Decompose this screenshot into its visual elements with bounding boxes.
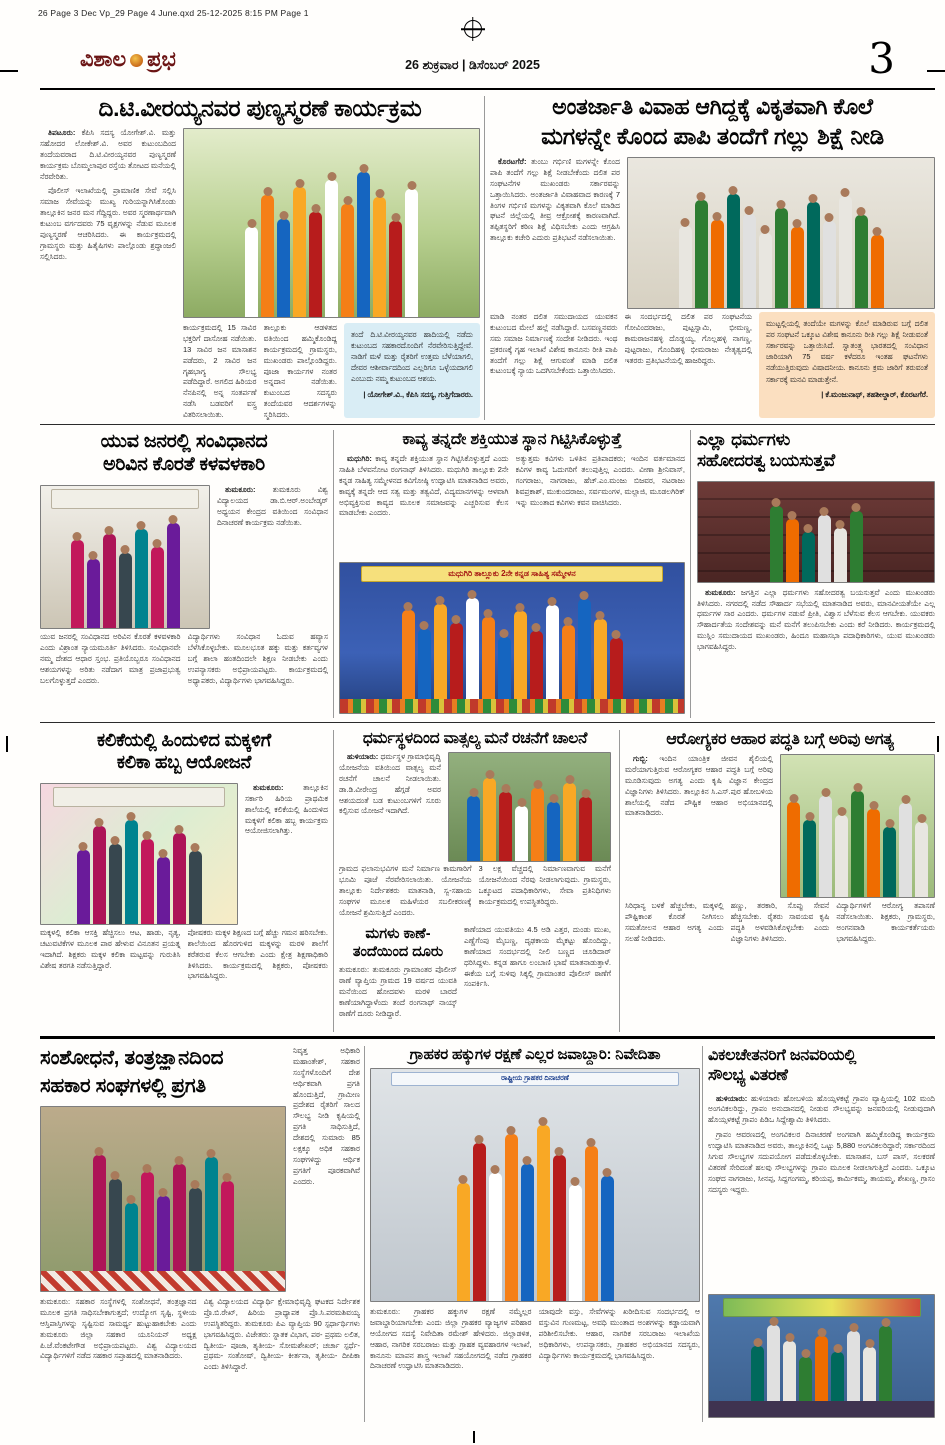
column-rule — [702, 1046, 703, 1422]
quote-text: ಮುಟ್ಟಲ್ಲಿಯಲ್ಲಿ ತಂದೆಯೇ ಮಗಳನ್ನು ಕೊಲೆ ಮಾಡಿರುವ ಬಗ್ಗೆ ದಲಿತ ಪರ ಸಂಘಟನೆ ಒಕ್ಕೂಟ ವಿಶೇಷ ಕಾನೂನು ರೀತಿ ಗಲ್ಲು ಶಿಕ್ಷೆ ನೀಡುವಂತೆ ಸರ್ಕಾರವನ್ನು ಒತ್ತಾಯಿಸಿದೆ. ಸ್ವಾತಂತ್ರ್ಯ ಭಾರತದಲ್ಲಿ ಸಂವಿಧಾನ ಜಾರಿಯಾಗಿ 75 ವರ್ಷ ಕಳೆದರೂ ಇಂತಹ ಘಟನೆಗಳು ನಡೆಯುತ್ತಿರುವುದು ವಿಷಾದನೀಯ. ಕಾನೂನು ಕ್ರಮ ಜಾರಿಗೆ ತರುವಂತೆ ಸರ್ಕಾರಕ್ಕೆ ಮನವಿ ಮಾಡುತ್ತೇನೆ. — [766, 319, 928, 384]
article-body: ಅತ್ಯುತ್ತಮ ಕವಿಗಳು ಒಳಿತಿನ ಪ್ರತಿಪಾದಕರು; ಇಂದಿನ ವರ್ತಮಾನದ ಕವಿಗಳ ಕಾವ್ಯ ಓದುಗರಿಗೆ ತಲುಪುತ್ತಿಲ್ಲ ಎಂದರು. ವೀಣಾ ಶ್ರೀನಿವಾಸ್, ಗಂಗರಾಜು, ನಾಗರಾಜು, ಹೆಚ್.ಎಂ.ಮಂಜು ಬಿಜವರ, ನಟರಾಜು ಶಿವಪ್ರಕಾಶ್, ಮುಕುಂದರಾಜು, ಸರ್ವಮಂಗಳ, ಮಲ್ಲಾಜಿ, ಮೂಡಲಗಿರಿಕ್ ಇನ್ನು ಮುಂತಾದ ಕವಿಗಳು ಕವನ ವಾಚಿಸಿದರು. — [515, 454, 685, 507]
article-body: ಯುವ ಜನರಲ್ಲಿ ಸಂವಿಧಾನದ ಅರಿವಿನ ಕೊರತೆ ಕಳವಳಕಾರಿ ಎಂದು ವಿಶ್ರಾಂತ ನ್ಯಾಯಮೂರ್ತಿ ತಿಳಿಸಿದರು. ಸಂವಿಧಾನವೇ ನಮ್ಮ ದೇಶದ ಆಧಾರ ಸ್ತಂಭ. ಪ್ರತಿಯೊಬ್ಬರೂ ಸಂವಿಧಾನದ ಆಶಯಗಳನ್ನು ಅರಿತು ನಡೆದಾಗ ಮಾತ್ರ ಪ್ರಜಾಪ್ರಭುತ್ವ ಬಲಗೊಳ್ಳುತ್ತದೆ ಎಂದರು. — [40, 632, 181, 685]
sapling-event-photo — [40, 485, 210, 629]
article-body: ಈ ಸಂದರ್ಭದಲ್ಲಿ ದಲಿತ ಪರ ಸಂಘಟನೆಯ ಗೋವಿಂದರಾಜು, ಪುಟ್ಟಸ್ವಾಮಿ, ಭೀಮಣ್ಣ, ಕಾಮರಾಜನಹಳ್ಳಿ ದೊಡ್ಡಯ್ಯ, ಗೊಲ್ಲಹಳ್ಳಿ ನಾಗಣ್ಣ, ಪುಟ್ಟರಾಜು, ಗೊಂದಿಹಳ್ಳಿ ಭೀಮರಾಜು ನೇತೃತ್ವದಲ್ಲಿ ಇತರರು ಪ್ರತಿಭಟನೆಯಲ್ಲಿ ಹಾಜರಿದ್ದರು. — [624, 312, 752, 365]
article-body: ಹುಳಿಯಾರು: ಧರ್ಮಸ್ಥಳ ಗ್ರಾಮಾಭಿವೃದ್ಧಿ ಯೋಜನೆಯ ವತಿಯಿಂದ ವಾತ್ಸಲ್ಯ ಮನೆ ರಚನೆಗೆ ಚಾಲನೆ ನೀಡಲಾಯಿತು. ಡಾ.ಡಿ.ವೀರೇಂದ್ರ ಹೆಗ್ಗಡೆ ಅವರ ಆಶಯದಂತೆ ಬಡ ಕುಟುಂಬಗಳಿಗೆ ಸೂರು ಕಲ್ಪಿಸುವ ಯೋಜನೆ ಇದಾಗಿದೆ. — [339, 752, 441, 816]
article-headline: ಅಂತರ್ಜಾತಿ ವಿವಾಹ ಆಗಿದ್ದಕ್ಕೆ ವಿಕೃತವಾಗಿ ಕೊಲೆ — [552, 94, 873, 119]
article-body: ಹಣ್ಣು, ತರಕಾರಿ, ಸೊಪ್ಪು ಸೇವನೆ ಹೆಚ್ಚಿಸಬೇಕು. ರೈತರು ಸಾವಯವ ಕೃಷಿ ಪದ್ಧತಿ ಅಳವಡಿಸಿಕೊಳ್ಳಬೇಕು ಎಂದು ವಿಜ್ಞಾನಿಗಳು ತಿಳಿಸಿದರು. — [730, 901, 830, 943]
plant-event-photo — [40, 1106, 286, 1292]
article-side-column: ನಿವೃತ್ತ ಅಧಿಕಾರಿ ಮಹಾಂತೇಶ್, ಸಹಕಾರ ಸಂಸ್ಥೆಗಳೊಂದಿಗೆ ದೇಶ ಆರ್ಥಿಕವಾಗಿ ಪ್ರಗತಿ ಹೊಂದುತ್ತಿದೆ, ಗ್ರಾಮೀಣ ಪ್ರದೇಶದ ರೈತರಿಗೆ ಸಾಲದ ಸೌಲಭ್ಯ ನೀಡಿ ಕೃಷಿಯಲ್ಲಿ ಪ್ರಗತಿ ಸಾಧಿಸುತ್ತಿದೆ, ದೇಶದಲ್ಲಿ ಸುಮಾರು 85 ಲಕ್ಷಕ್ಕೂ ಅಧಿಕ ಸಹಕಾರ ಸಂಘಗಳಿದ್ದು ಆರ್ಥಿಕ ಪ್ರಗತಿಗೆ ಪೂರಕವಾಗಿವೆ ಎಂದರು. — [293, 1046, 360, 1186]
lamp-lighting-photo — [708, 1294, 935, 1418]
column-rule — [364, 1046, 365, 1422]
column-rule — [690, 430, 691, 718]
article-headline-line2: ಕಲಿಕಾ ಹಬ್ಬ ಆಯೋಜನೆ — [116, 751, 252, 772]
quote-attribution: | ಕೆ.ಮಂಜುನಾಥ್, ತಹಶೀಲ್ದಾರ್, ಕೊರಟಗೆರೆ. — [821, 389, 928, 399]
article-brotherhood — [697, 430, 935, 718]
article-headline: ವಿಕಲಚೇತನರಿಗೆ ಜನವರಿಯಲ್ಲಿ — [708, 1047, 857, 1064]
row-rule — [40, 424, 935, 425]
logo-text-left: ವಿಶಾಲ — [80, 48, 127, 71]
quote-box — [344, 323, 480, 418]
photo-banner: ರಾಷ್ಟ್ರೀಯ ಗ್ರಾಹಕರ ದಿನಾಚರಣೆ — [391, 1072, 680, 1086]
photo-banner: ಮಧುಗಿರಿ ತಾಲ್ಲೂಕು 2ನೇ ಕನ್ನಡ ಸಾಹಿತ್ಯ ಸಮ್ಮೇಳನ — [361, 566, 664, 582]
nutrition-camp-photo — [780, 754, 935, 898]
article-headline: ದಿ.ಟಿ.ವೀರಯ್ಯನವರ ಪುಣ್ಯಸ್ಮರಣೆ ಕಾರ್ಯಕ್ರಮ — [98, 95, 422, 121]
article-body: ತುಮಕೂರು: ಜಗತ್ತಿನ ಎಲ್ಲಾ ಧರ್ಮಗಳು ಸಹೋದರತ್ವ ಬಯಸುತ್ತವೆ ಎಂದು ಮುಖಂಡರು ತಿಳಿಸಿದರು. ನಗರದಲ್ಲಿ ನಡೆದ ಸೌಹಾರ್ದ ಸಭೆಯಲ್ಲಿ ಮಾತನಾಡಿದ ಅವರು, ಮಾನವೀಯತೆಯೇ ಎಲ್ಲ ಧರ್ಮಗಳ ಸಾರ ಎಂದರು. ಧರ್ಮಗಳ ನಡುವೆ ಪ್ರೀತಿ, ವಿಶ್ವಾಸ ಬೆಳೆಸುವ ಕೆಲಸ ಆಗಬೇಕು. ಯುವಕರು ಸೌಹಾರ್ದತೆಯ ಸಂದೇಶವನ್ನು ಮನೆ ಮನೆಗೆ ತಲುಪಿಸಬೇಕು ಎಂದು ಕರೆ ನೀಡಿದರು. ಕಾರ್ಯಕ್ರಮದಲ್ಲಿ ಮುಸ್ಲಿಂ ಸಮುದಾಯದ ಮುಖಂಡರು, ಹಿಂದೂ ಮಹಾಸಭಾ ಪದಾಧಿಕಾರಿಗಳು, ಯುವ ಮುಖಂಡರು ಭಾಗವಹಿಸಿದ್ದರು. — [697, 587, 935, 652]
memorial-family-photo — [183, 128, 480, 318]
article-body: ಪೋಷಕರು ಮಕ್ಕಳ ಶಿಕ್ಷಣದ ಬಗ್ಗೆ ಹೆಚ್ಚು ಗಮನ ಹರಿಸಬೇಕು. ಶಾಲೆಯಿಂದ ಹೊರಗುಳಿದ ಮಕ್ಕಳನ್ನು ಮರಳಿ ಶಾಲೆಗೆ ಕರೆತರುವ ಕೆಲಸ ಆಗಬೇಕು ಎಂದು ಕ್ಷೇತ್ರ ಶಿಕ್ಷಣಾಧಿಕಾರಿ ತಿಳಿಸಿದರು. ಕಾರ್ಯಕ್ರಮದಲ್ಲಿ ಶಿಕ್ಷಕರು, ಪೋಷಕರು ಭಾಗವಹಿಸಿದ್ದರು. — [187, 927, 328, 981]
column-rule — [484, 96, 485, 420]
photo-people — [698, 482, 934, 582]
prepress-print-line: 26 Page 3 Dec Vp_29 Page 4 June.qxd 25-12-2025 8:15 PM Page 1 — [38, 8, 309, 18]
photo-people — [449, 753, 610, 861]
crop-mark — [937, 736, 939, 752]
table-cloth — [41, 1271, 285, 1291]
article-body: ಸಿರಿಧಾನ್ಯ ಬಳಕೆ ಹೆಚ್ಚಬೇಕು, ಮಕ್ಕಳಲ್ಲಿ ಪೌಷ್ಟಿಕಾಂಶ ಕೊರತೆ ನೀಗಿಸಲು ಸಮತೋಲನ ಆಹಾರ ಅಗತ್ಯ ಎಂದು ಸಲಹೆ ನೀಡಿದರು. — [625, 901, 724, 943]
school-event-photo — [40, 783, 238, 925]
article-headline: ಆರೋಗ್ಯಕರ ಆಹಾರ ಪದ್ಧತಿ ಬಗ್ಗೆ ಅರಿವು ಅಗತ್ಯ — [666, 731, 894, 748]
article-body: ವಿದ್ಯಾರ್ಥಿಗಳಿಗೆ ಆರೋಗ್ಯ ತಪಾಸಣೆ ನಡೆಸಲಾಯಿತು. ಶಿಕ್ಷಕರು, ಗ್ರಾಮಸ್ಥರು, ಅಂಗನವಾಡಿ ಕಾರ್ಯಕರ್ತೆಯರು ಭಾಗವಹಿಸಿದ್ದರು. — [836, 901, 935, 943]
article-body: ಯಾವುದೇ ವಸ್ತು, ಸೇವೆಗಳನ್ನು ಖರೀದಿಸುವ ಸಂದರ್ಭದಲ್ಲಿ ಆ ವಸ್ತುವಿನ ಗುಣಮಟ್ಟ, ಅವಧಿ ಮುಂತಾದ ಅಂಶಗಳನ್ನು ಕಡ್ಡಾಯವಾಗಿ ಪರಿಶೀಲಿಸಬೇಕು. ಆಹಾರ, ನಾಗರಿಕ ಸರಬರಾಜು ಇಲಾಖೆಯ ಅಧಿಕಾರಿಗಳು, ಉಪನ್ಯಾಸಕರು, ಗ್ರಾಹಕರ ಅಭಿಯಾನದ ಸದಸ್ಯರು, ವಿದ್ಯಾರ್ಥಿಗಳು ಕಾರ್ಯಕ್ರಮದಲ್ಲಿ ಭಾಗವಹಿಸಿದ್ದರು. — [538, 1307, 700, 1360]
page-number: 3 — [868, 34, 895, 83]
article-body: ತಿಪಟೂರು: ಕೆಪಿಸಿ ಸದಸ್ಯ ಯೋಗೇಶ್.ವಿ. ಮತ್ತು ಸಹೋದರ ಲೋಕೇಶ್.ವಿ. ಅವರ ಕುಟುಂಬದಿಂದ ತಂದೆಯವರಾದ ದಿ.ಟಿ.ವೀರಯ್ಯನವರ ಪುಣ್ಯಸ್ಮರಣೆ ಕಾರ್ಯಕ್ರಮ ಬೊಮ್ಮಲಾಪುರ ರಸ್ತೆಯ ತೋಟದ ಮನೆಯಲ್ಲಿ ನೆರವೇರಿತು. ಪೊಲೀಸ್ ಇಲಾಖೆಯಲ್ಲಿ ಪ್ರಾಮಾಣಿಕ ಸೇವೆ ಸಲ್ಲಿಸಿ ಸಮಾಜ ಸೇವೆಯನ್ನು ಮುಖ್ಯ ಗುರಿಯನ್ನಾಗಿಸಿಕೊಂಡು ತಾಲ್ಲೂಕಿನ ಜನರ ಮನ ಗೆದ್ದಿದ್ದರು. ಅವರ ಸ್ಮರಣಾರ್ಥವಾಗಿ ಕುಟುಂಬ ವರ್ಗದವರು 75 ವೃಕ್ಷಗಳನ್ನು ನೆಡುವ ಮೂಲಕ ಪುಣ್ಯಸ್ಮರಣೆ ಆಚರಿಸಿದರು. ಈ ಕಾರ್ಯಕ್ರಮದಲ್ಲಿ ಗ್ರಾಮಸ್ಥರು ಮತ್ತು ಹಿತೈಷಿಗಳು ಪಾಲ್ಗೊಂಡು ಶ್ರದ್ಧಾಂಜಲಿ ಸಲ್ಲಿಸಿದರು. — [40, 128, 176, 261]
article-body: ಕೊರಟಗೆರೆ: ತುಂಬು ಗರ್ಭಿಣಿ ಮಗಳನ್ನೇ ಕೊಂದ ಪಾಪಿ ತಂದೆಗೆ ಗಲ್ಲು ಶಿಕ್ಷೆ ನೀಡಬೇಕೆಂದು ದಲಿತ ಪರ ಸಂಘಟನೆಗಳ ಮುಖಂಡರು ಸರ್ಕಾರವನ್ನು ಒತ್ತಾಯಿಸಿದರು. ಅಂತರ್ಜಾತಿ ವಿವಾಹವಾದ ಕಾರಣಕ್ಕೆ 7 ತಿಂಗಳ ಗರ್ಭಿಣಿ ಮಗಳನ್ನು ವಿಕೃತವಾಗಿ ಕೊಲೆ ಮಾಡಿದ ಘಟನೆ ಜಿಲ್ಲೆಯಲ್ಲಿ ತೀವ್ರ ಆಕ್ರೋಶಕ್ಕೆ ಕಾರಣವಾಗಿದೆ. ತಪ್ಪಿತಸ್ಥರಿಗೆ ಕಠಿಣ ಶಿಕ್ಷೆ ವಿಧಿಸಬೇಕು ಎಂದು ಆಗ್ರಹಿಸಿ ತಾಲ್ಲೂಕು ಕಚೇರಿ ಎದುರು ಪ್ರತಿಭಟನೆ ನಡೆಸಲಾಯಿತು. — [490, 157, 620, 243]
article-constitution — [40, 430, 328, 718]
article-headline-line2: ಸಹೋದರತ್ವ ಬಯಸುತ್ತವೆ — [697, 450, 835, 470]
quote-attribution: | ಯೋಗೇಶ್.ವಿ., ಕೆಪಿಸಿ ಸದಸ್ಯ, ಗುತ್ತಿಗೆದಾರರು. — [363, 389, 473, 399]
article-body: ವಿಶ್ವ ವಿದ್ಯಾಲಯದ ವಿದ್ಯಾರ್ಥಿ ಕ್ಷೇಮಾಭಿವೃದ್ಧಿ ಘಟಕದ ನಿರ್ದೇಶಕ ಪ್ರೊ.ಬಿ.ರೇಖ್, ಹಿರಿಯ ಪ್ರಾಧ್ಯಾಪಕ ಪ್ರೊ.ಸಿ.ಪರಮಶಿವಯ್ಯ ಉಪಸ್ಥಿತರಿದ್ದರು. ತುಮಕೂರು ಪಿಎ ವ್ಯಾಪ್ತಿಯ 90 ಸ್ಪರ್ಧಾರ್ಥಿಗಳು ಭಾಗವಹಿಸಿದ್ದರು. ವಿಜೇತರು: ಸ್ನಾತಕ ವಿಭಾಗ, ಪಠ- ಪ್ರಥಮ ಲಲಿತ, ದ್ವಿತೀಯ- ಪೂಜಾ, ತೃತೀಯ- ಸೋಮಶೇಖರ್; ಚರ್ಚಾ ಸ್ಪರ್ಧೆ- ಪ್ರಥಮ- ಸಂತೋಷ್, ದ್ವಿತೀಯ- ಕೀರ್ತನಾ, ತೃತೀಯ- ದೀಪಿಕಾ ಎಂದು ತಿಳಿಸಿದ್ದಾರೆ. — [203, 1297, 360, 1372]
article-body: ಕಾರ್ಯಕ್ರಮದಲ್ಲಿ 15 ಸಾವಿರ ಭಕ್ತರಿಗೆ ದಾಸೋಹ ನಡೆಯಿತು. 13 ಸಾವಿರ ಜನ ಮಾಸಾಶನ ಪಡೆದರು, 2 ಸಾವಿರ ಜನ ಗೃಹಭಾಗ್ಯ ಸೌಲಭ್ಯ ಪಡೆದಿದ್ದಾರೆ. ಅಗಲಿದ ಹಿರಿಯರ ನೆನಪಿನಲ್ಲಿ ಅನ್ನ ಸಂತರ್ಪಣೆ ನಡೆಸಿ ಬಡವರಿಗೆ ವಸ್ತ್ರ ವಿತರಿಸಲಾಯಿತು. — [183, 323, 257, 419]
flower-decoration — [340, 699, 684, 713]
registration-mark-icon — [464, 20, 482, 38]
article-headline: ಎಲ್ಲಾ ಧರ್ಮಗಳು — [697, 430, 791, 449]
article-body: ಮಕ್ಕಳಲ್ಲಿ ಕಲಿಕಾ ಆಸಕ್ತಿ ಹೆಚ್ಚಿಸಲು ಆಟ, ಹಾಡು, ನೃತ್ಯ, ಚಟುವಟಿಕೆಗಳ ಮೂಲಕ ಪಾಠ ಹೇಳುವ ವಿನೂತನ ಪ್ರಯತ್ನ ಇದಾಗಿದೆ. ಶಿಕ್ಷಕರು ಮಕ್ಕಳ ಕಲಿಕಾ ಮಟ್ಟವನ್ನು ಗುರುತಿಸಿ ವಿಶೇಷ ತರಗತಿ ನಡೆಸುತ್ತಿದ್ದಾರೆ. — [40, 927, 181, 970]
article-consumer-rights — [370, 1046, 700, 1422]
quote-box — [759, 312, 935, 418]
consumer-day-photo — [370, 1068, 700, 1302]
photo-banner — [53, 787, 226, 807]
article-healthy-food — [625, 730, 935, 1032]
sub-article-headline: ಮಗಳು ಕಾಣೆ- ತಂದೆಯಿಂದ ದೂರು — [352, 926, 444, 961]
article-body: ಹುಳಿಯಾರು: ಹುಳಿಯಾರು ಹೋಬಳಿಯ ಹೊಯ್ಸಳಕಟ್ಟೆ ಗ್ರಾಪಂ ವ್ಯಾಪ್ತಿಯಲ್ಲಿ 102 ಮಂದಿ ಅಂಗವಿಕಲರಿದ್ದು, ಗ್ರಾಪಂ ಅನುದಾನದಲ್ಲಿ ನೀಡುವ ಸೌಲಭ್ಯವನ್ನು ಜನವರಿಯಲ್ಲಿ ನೀಡುವುದಾಗಿ ಹೊಯ್ಸಳಕಟ್ಟೆ ಗ್ರಾಪಂ ಪಿಡಿಒ ಸಿದ್ದೇಶ್ವಾಮಿ ತಿಳಿಸಿದರು. ಗ್ರಾಪಂ ಆವರಣದಲ್ಲಿ ಅಂಗವಿಕಲರ ದಿನಾಚರಣೆ ಅಂಗವಾಗಿ ಹಮ್ಮಿಕೊಂಡಿದ್ದ ಕಾರ್ಯಕ್ರಮ ಉದ್ಘಾಟಿಸಿ ಮಾತನಾಡಿದ ಅವರು, ತಾಲ್ಲೂಕಿನಲ್ಲಿ ಒಟ್ಟು 5,880 ಅಂಗವಿಕಲರಿದ್ದಾರೆ; ಸರ್ಕಾರದಿಂದ ಸಿಗುವ ಸೌಲಭ್ಯಗಳ ಸದುಪಯೋಗ ಪಡೆದುಕೊಳ್ಳಬೇಕು. ಮಾಸಾಶನ, ಬಸ್ ಪಾಸ್, ಸಲಕರಣೆ ವಿತರಣೆ ಸೇರಿದಂತೆ ಹಲವು ಸೌಲಭ್ಯಗಳನ್ನು ಗ್ರಾಪಂ ಮೂಲಕ ನೀಡಲಾಗುತ್ತಿದೆ ಎಂದರು. ಒಕ್ಕೂಟ ಸಂಘದ ನಾಗರಾಜು, ಸೀನಪ್ಪ, ಸಿದ್ದಗಂಗಮ್ಮ, ಕರಿಯಪ್ಪ, ಕಾರ್ಮಿಕಮ್ಮ, ತಾಯಮ್ಮ, ಶೇಖಣ್ಣ, ಗ್ರಾಸಂ ಸದಸ್ಯರು ಇದ್ದರು. — [708, 1093, 935, 1194]
photo-banner — [51, 489, 199, 509]
article-body: ತಾಲ್ಲೂಕು ಆಡಳಿತದ ವತಿಯಿಂದ ಹಮ್ಮಿಕೊಂಡಿದ್ದ ಕಾರ್ಯಕ್ರಮದಲ್ಲಿ ಗ್ರಾಮಸ್ಥರು, ಮುಖಂಡರು ಪಾಲ್ಗೊಂಡಿದ್ದರು. ಪೂಜಾ ಕಾರ್ಯಗಳ ನಂತರ ಅನ್ನದಾನ ನಡೆಯಿತು. ಕುಟುಂಬದ ಸದಸ್ಯರು ತಂದೆಯವರ ಆದರ್ಶಗಳನ್ನು ಸ್ಮರಿಸಿದರು. — [263, 323, 337, 419]
article-memorial — [40, 94, 480, 422]
leaders-group-photo — [697, 481, 935, 583]
sub-article-body: ತುಮಕೂರು: ತುಮಕೂರು ಗ್ರಾಮಾಂತರ ಪೊಲೀಸ್ ಠಾಣೆ ವ್ಯಾಪ್ತಿಯ ಗ್ರಾಮದ 19 ವರ್ಷದ ಯುವತಿ ಮನೆಯಿಂದ ಹೋದವಳು ಮರಳಿ ಬಾರದೆ ಕಾಣೆಯಾಗಿದ್ದಾಳೆಂದು ತಂದೆ ರಂಗನಾಥ್ ನಾಯ್ಕ್ ಠಾಣೆಗೆ ದೂರು ನೀಡಿದ್ದಾರೆ. — [339, 965, 457, 1018]
article-body: ಮಧುಗಿರಿ: ಕಾವ್ಯ ತನ್ನದೇ ಶಕ್ತಿಯುತ ಸ್ಥಾನ ಗಿಟ್ಟಿಸಿಕೊಳ್ಳುತ್ತದೆ ಎಂದು ಸಾಹಿತಿ ಬೆಳವನೋಟ ರಂಗನಾಥ್ ತಿಳಿಸಿದರು. ಮಧುಗಿರಿ ತಾಲ್ಲೂಕು 2ನೇ ಕನ್ನಡ ಸಾಹಿತ್ಯ ಸಮ್ಮೇಳನದ ಕವಿಗೋಷ್ಠಿ ಉದ್ಘಾಟಿಸಿ ಮಾತನಾಡಿದ ಅವರು, ಕಾವ್ಯಕ್ಕೆ ತನ್ನದೇ ಆದ ಸತ್ವ ಮತ್ತು ತತ್ವವಿದೆ, ವಿದ್ಯಮಾನಗಳನ್ನು ಆಳವಾಗಿ ಅಭಿವ್ಯಕ್ತಿಸುವ ಕಾವ್ಯದ ಮೂಲಕ ಸಮಾಜವನ್ನು ಎಚ್ಚರಿಸುವ ಕೆಲಸ ಮಾಡಬೇಕು ಎಂದರು. — [339, 454, 509, 518]
article-vatsalya-mane — [339, 730, 611, 1032]
column-rule — [619, 730, 620, 1032]
sub-article-body: ಕಾಣೆಯಾದ ಯುವತಿಯು 4.5 ಅಡಿ ಎತ್ತರ, ದುಂಡು ಮುಖ, ಎಣ್ಣೆಗೆಂಪು ಮೈಬಣ್ಣ, ದೃಢಕಾಯ ಮೈಕಟ್ಟು ಹೊಂದಿದ್ದು, ಕಾಣೆಯಾದ ಸಂದರ್ಭದಲ್ಲಿ ನೀಲಿ ಬಣ್ಣದ ಚೂಡಿದಾರ್ ಧರಿಸಿದ್ದಳು. ಕನ್ನಡ ಹಾಗೂ ಲಂಬಾಣಿ ಭಾಷೆ ಮಾತನಾಡುತ್ತಾಳೆ. ಈಕೆಯ ಬಗ್ಗೆ ಸುಳಿವು ಸಿಕ್ಕಲ್ಲಿ ಗ್ರಾಮಾಂತರ ಪೊಲೀಸ್ ಠಾಣೆಗೆ ಸಂಪರ್ಕಿಸಿ. — [464, 925, 611, 989]
article-subheadline: ಮಗಳನ್ನೇ ಕೊಂದ ಪಾಪಿ ತಂದೆಗೆ ಗಲ್ಲು ಶಿಕ್ಷೆ ನೀಡಿ — [541, 123, 884, 149]
photo-banner — [723, 1298, 921, 1317]
article-headline: ಗ್ರಾಹಕರ ಹಕ್ಕುಗಳ ರಕ್ಷಣೆ ಎಲ್ಲರ ಜವಾಬ್ದಾರಿ: ನಿವೇದಿತಾ — [409, 1046, 661, 1063]
article-headline: ಧರ್ಮಸ್ಥಳದಿಂದ ವಾತ್ಸಲ್ಯ ಮನೆ ರಚನೆಗೆ ಚಾಲನೆ — [362, 730, 588, 747]
photo-people — [184, 129, 479, 317]
article-murder-protest — [490, 94, 935, 422]
bhoomi-pooja-photo — [448, 752, 611, 862]
crop-mark — [473, 1431, 475, 1443]
article-body: ತುಮಕೂರು: ಸಹಕಾರ ಸಂಸ್ಥೆಗಳಲ್ಲಿ ಸಂಶೋಧನೆ, ತಂತ್ರಜ್ಞಾನದ ಮೂಲಕ ಪ್ರಗತಿ ಸಾಧಿಸಬೇಕಾಗುತ್ತದೆ; ಉದ್ಯೋಗ ಸೃಷ್ಟಿ, ಸ್ಥಳೀಯ ಆಸ್ತಿಪಾಸ್ತಿಗಳನ್ನು ಸೃಷ್ಟಿಸುವ ಸಾಮರ್ಥ್ಯ ಹುಟ್ಟುಹಾಕಬೇಕು ಎಂದು ತುಮಕೂರು ಜಿಲ್ಲಾ ಸಹಕಾರ ಯೂನಿಯನ್ ಅಧ್ಯಕ್ಷ ಪಿ.ಜೆ.ವೆಂಕಟೇಗೌಡ ಅಭಿಪ್ರಾಯಪಟ್ಟರು. ವಿಶ್ವ ವಿದ್ಯಾಲಯದ ವಿದ್ಯಾರ್ಥಿಗಳಿಗೆ ನಡೆದ ಸಹಕಾರ ಸಪ್ತಾಹದಲ್ಲಿ ಮಾತನಾಡಿದರು. — [40, 1297, 197, 1361]
article-body: ಗ್ರಾಮದ ಫಲಾನುಭವಿಗಳ ಮನೆ ನಿರ್ಮಾಣ ಕಾಮಗಾರಿಗೆ ಭೂಮಿ ಪೂಜೆ ನೆರವೇರಿಸಲಾಯಿತು. ಯೋಜನೆಯ ತಾಲ್ಲೂಕು ನಿರ್ದೇಶಕರು ಮಾತನಾಡಿ, ಸ್ವ-ಸಹಾಯ ಸಂಘಗಳ ಮೂಲಕ ಮಹಿಳೆಯರ ಸಬಲೀಕರಣಕ್ಕೆ ಯೋಜನೆ ಶ್ರಮಿಸುತ್ತಿದೆ ಎಂದರು. — [339, 864, 472, 917]
article-body: ಗುಬ್ಬಿ: ಇಂದಿನ ಯಾಂತ್ರಿಕ ಜೀವನ ಶೈಲಿಯಲ್ಲಿ ಮರೆಯಾಗುತ್ತಿರುವ ಆರೋಗ್ಯಕರ ಆಹಾರ ಪದ್ಧತಿ ಬಗ್ಗೆ ಅರಿವು ಮೂಡಿಸುವುದು ಅಗತ್ಯ ಎಂದು ಕೃಷಿ ವಿಜ್ಞಾನ ಕೇಂದ್ರದ ವಿಜ್ಞಾನಿಗಳು ತಿಳಿಸಿದರು. ತಾಲ್ಲೂಕಿನ ಸಿ.ಎಸ್.ಪುರ ಹೋಬಳಿಯ ಶಾಲೆಯಲ್ಲಿ ನಡೆದ ಪೌಷ್ಟಿಕ ಆಹಾರ ಅಭಿಯಾನದಲ್ಲಿ ಮಾತನಾಡಿದರು. — [625, 754, 773, 818]
photo-people — [781, 755, 934, 897]
column-rule — [333, 730, 334, 1032]
article-disabled-facilities — [708, 1046, 935, 1422]
logo-text-right: ಪ್ರಭ — [147, 48, 176, 71]
sammelana-stage-photo — [339, 562, 685, 714]
column-rule — [333, 430, 334, 718]
masthead-rule — [40, 88, 935, 90]
crop-mark — [6, 736, 8, 752]
quote-text: ತಂದೆ ದಿ.ಟಿ.ವೀರಯ್ಯನವರ ಹಾದಿಯಲ್ಲಿ ನಡೆದು ಕುಟುಂಬದ ಸಹಕಾರದೊಂದಿಗೆ ನೆರವೇರಿಸುತ್ತಿದ್ದೇವೆ. ನಾಡಿಗೆ ಮಳೆ ಮತ್ತು ರೈತರಿಗೆ ಉತ್ತಮ ಬೆಳೆಯಾಗಲಿ, ದೇವರ ಆಶೀರ್ವಾದದಿಂದ ಎಲ್ಲರಿಗೂ ಒಳ್ಳೆಯದಾಗಲಿ ಎಂಬುದು ನಮ್ಮ ಕುಟುಂಬದ ಆಶಯ. — [351, 330, 473, 384]
article-headline: ಸಂಶೋಧನೆ, ತಂತ್ರಜ್ಞಾನದಿಂದ — [40, 1047, 224, 1069]
article-body: ತುಮಕೂರು: ತಾಲ್ಲೂಕಿನ ಸರ್ಕಾರಿ ಹಿರಿಯ ಪ್ರಾಥಮಿಕ ಶಾಲೆಯಲ್ಲಿ ಕಲಿಕೆಯಲ್ಲಿ ಹಿಂದುಳಿದ ಮಕ್ಕಳಿಗೆ ಕಲಿಕಾ ಹಬ್ಬ ಕಾರ್ಯಕ್ರಮ ಆಯೋಜಿಸಲಾಗಿತ್ತು. — [245, 782, 328, 836]
photo-people — [371, 1069, 699, 1301]
edition-date: 26 ಶುಕ್ರವಾರ | ಡಿಸೆಂಬರ್ 2025 — [405, 58, 540, 72]
photo-people — [41, 1107, 285, 1291]
article-body: ತುಮಕೂರು: ಗ್ರಾಹಕರ ಹಕ್ಕುಗಳ ರಕ್ಷಣೆ ನಮ್ಮೆಲ್ಲರ ಜವಾಬ್ದಾರಿಯಾಗಬೇಕು ಎಂದು ಜಿಲ್ಲಾ ಗ್ರಾಹಕರ ವ್ಯಾಜ್ಯಗಳ ಪರಿಹಾರ ಆಯೋಗದ ಸದಸ್ಯೆ ನಿವೇದಿತಾ ರಮೇಶ್ ಹೇಳಿದರು. ಜಿಲ್ಲಾಡಳಿತ, ಆಹಾರ, ನಾಗರಿಕ ಸರಬರಾಜು ಮತ್ತು ಗ್ರಾಹಕ ವ್ಯವಹಾರಗಳ ಇಲಾಖೆ, ಕಾನೂನು ಮಾಪನ ಶಾಸ್ತ್ರ ಇಲಾಖೆ ಸಹಯೋಗದಲ್ಲಿ ನಡೆದ ಗ್ರಾಹಕರ ದಿನಾಚರಣೆ ಉದ್ಘಾಟಿಸಿ ಮಾತನಾಡಿದರು. — [370, 1307, 532, 1371]
article-headline: ಯುವ ಜನರಲ್ಲಿ ಸಂವಿಧಾನದ — [100, 431, 268, 452]
article-learning-festival — [40, 730, 328, 1032]
article-headline-line2: ಸೌಲಭ್ಯ ವಿತರಣೆ — [708, 1066, 788, 1084]
row-rule — [40, 1036, 935, 1039]
article-body: ಮಾಡಿ ನಂತರ ದಲಿತ ಸಮುದಾಯದ ಯುವಕನ ಕುಟುಂಬದ ಮೇಲೆ ಹಲ್ಲೆ ನಡೆಸಿದ್ದಾರೆ. ಬಸವಣ್ಣನವರು ಸಮ ಸಮಾಜ ನಿರ್ಮಾಣಕ್ಕೆ ಸಂದೇಶ ನೀಡಿದರು. ಇಂಥ ಪ್ರಕರಣಕ್ಕೆ ಗೃಹ ಇಲಾಖೆ ವಿಶೇಷ ಕಾನೂನು ರೀತಿ ಪಾಪಿ ತಂದೆಗೆ ಗಲ್ಲು ಶಿಕ್ಷೆ ಆಗುವಂತೆ ಮಾಡಿ ದಲಿತ ಕುಟುಂಬಕ್ಕೆ ನ್ಯಾಯ ಒದಗಿಸಬೇಕೆಂದು ಒತ್ತಾಯಿಸಿದರು. — [490, 312, 618, 376]
article-headline: ಕಾವ್ಯ ತನ್ನದೇ ಶಕ್ತಿಯುತ ಸ್ಥಾನ ಗಿಟ್ಟಿಸಿಕೊಳ್ಳುತ್ತೆ — [402, 431, 622, 448]
row-rule — [40, 722, 935, 723]
article-cooperative — [40, 1046, 360, 1422]
photo-people — [628, 158, 934, 308]
article-headline-line2: ಅರಿವಿನ ಕೊರತೆ ಕಳವಳಕಾರಿ — [103, 454, 265, 476]
article-body: ವಿದ್ಯಾರ್ಥಿಗಳು ಸಂವಿಧಾನ ಓದುವ ಹವ್ಯಾಸ ಬೆಳೆಸಿಕೊಳ್ಳಬೇಕು. ಮೂಲಭೂತ ಹಕ್ಕು ಮತ್ತು ಕರ್ತವ್ಯಗಳ ಬಗ್ಗೆ ಶಾಲಾ ಹಂತದಿಂದಲೇ ಶಿಕ್ಷಣ ನೀಡಬೇಕು ಎಂದು ಉಪನ್ಯಾಸಕರು ಅಭಿಪ್ರಾಯಪಟ್ಟರು. ಕಾರ್ಯಕ್ರಮದಲ್ಲಿ ಅಧ್ಯಾಪಕರು, ವಿದ್ಯಾರ್ಥಿಗಳು ಭಾಗವಹಿಸಿದ್ದರು. — [187, 632, 328, 685]
article-body: 3 ಲಕ್ಷ ವೆಚ್ಚದಲ್ಲಿ ನಿರ್ಮಾಣವಾಗುವ ಮನೆಗೆ ಯೋಜನೆಯಿಂದ ನೆರವು ನೀಡಲಾಗುವುದು. ಗ್ರಾಮಸ್ಥರು, ಒಕ್ಕೂಟದ ಪದಾಧಿಕಾರಿಗಳು, ಸೇವಾ ಪ್ರತಿನಿಧಿಗಳು ಕಾರ್ಯಕ್ರಮದಲ್ಲಿ ಉಪಸ್ಥಿತರಿದ್ದರು. — [478, 864, 611, 906]
article-headline: ಕಲಿಕೆಯಲ್ಲಿ ಹಿಂದುಳಿದ ಮಕ್ಕಳಿಗೆ — [96, 730, 272, 750]
article-body: ತುಮಕೂರು: ತುಮಕೂರು ವಿಶ್ವ ವಿದ್ಯಾಲಯದ ಡಾ.ಬಿ.ಆರ್.ಅಂಬೇಡ್ಕರ್ ಅಧ್ಯಯನ ಕೇಂದ್ರದ ವತಿಯಿಂದ ಸಂವಿಧಾನ ದಿನಾಚರಣೆ ಕಾರ್ಯಕ್ರಮ ನಡೆಯಿತು. — [217, 485, 328, 527]
article-poetry — [339, 430, 685, 718]
photo-people — [340, 563, 684, 713]
protest-group-photo — [627, 157, 935, 309]
table-strip — [709, 1401, 934, 1417]
article-headline-line2: ಸಹಕಾರ ಸಂಘಗಳಲ್ಲಿ ಪ್ರಗತಿ — [40, 1075, 206, 1098]
